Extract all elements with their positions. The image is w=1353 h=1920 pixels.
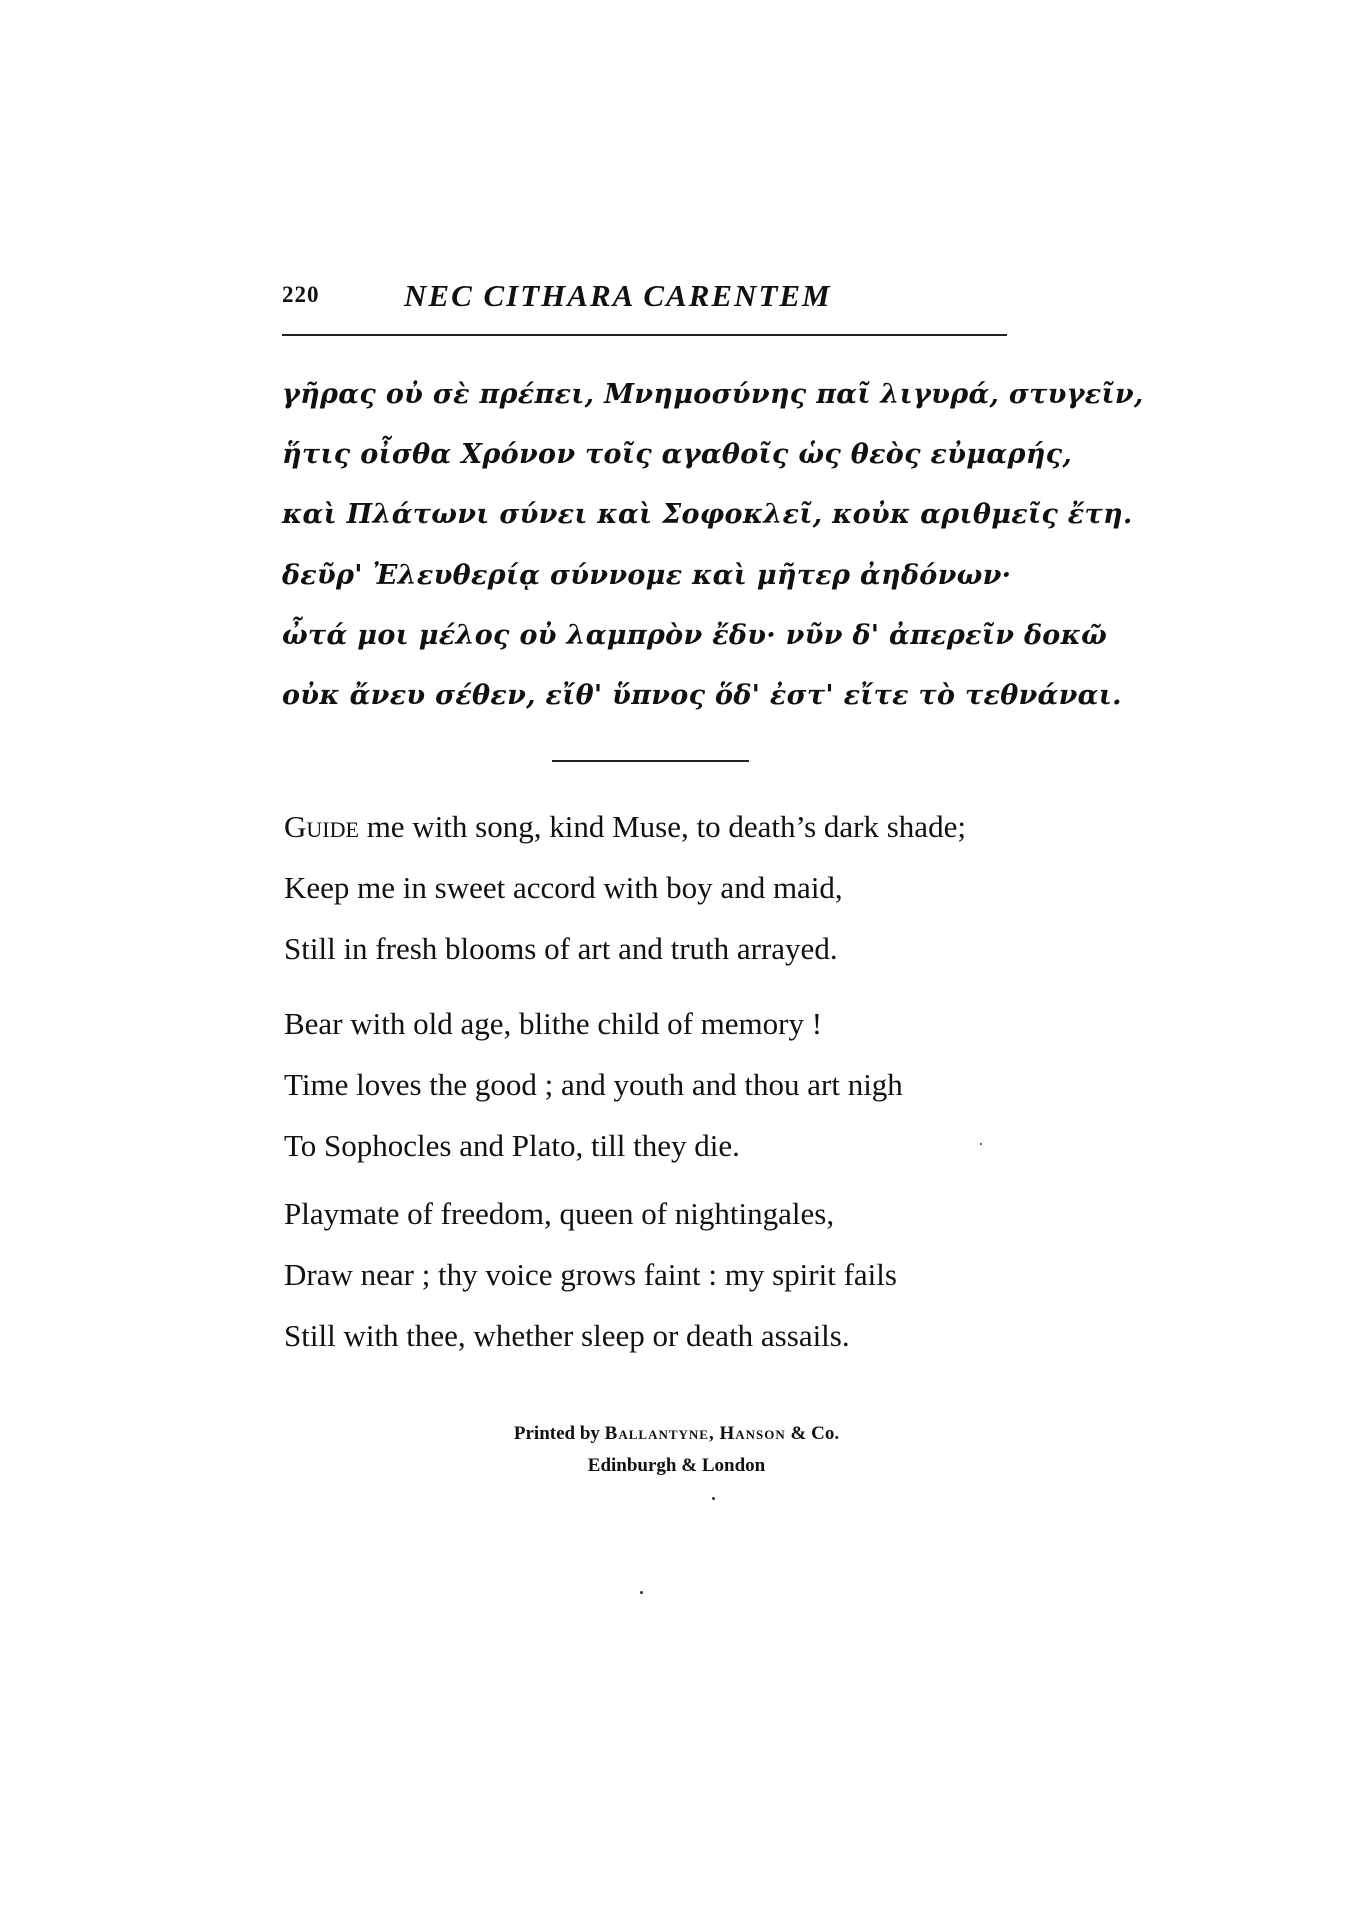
imprint-ampersand: & — [790, 1423, 807, 1444]
running-title: NEC CITHARA CARENTEM — [404, 278, 832, 313]
verse-line-rest: me with song, kind Muse, to death’s dark shade; — [358, 809, 966, 844]
verse-line: Time loves the good ; and youth and thou art nigh — [284, 1067, 903, 1102]
printer-imprint — [0, 1418, 1353, 1482]
greek-line: γῆρας οὐ σὲ πρέπει, Μνημοσύνης παῖ λιγυρά, στυγεῖν, — [282, 379, 1144, 410]
greek-line: ἥτις οἶσθα Χρόνον τοῖς αγαθοῖς ὡς θεὸς εὐμαρής, — [282, 439, 1073, 470]
imprint-printer-1: Ballantyne, — [604, 1423, 715, 1444]
verse-line: Still in fresh blooms of art and truth arrayed. — [284, 931, 838, 966]
verse-line: Draw near ; thy voice grows faint : my spirit fails — [284, 1257, 897, 1292]
print-speck — [980, 1143, 982, 1145]
print-speck — [712, 1497, 715, 1500]
imprint-line-2 — [0, 1450, 1353, 1482]
page-number: 220 — [282, 282, 320, 307]
english-stanza-1 — [284, 796, 1064, 979]
verse-line: Still with thee, whether sleep or death assails. — [284, 1318, 850, 1353]
imprint-printed-by: Printed by — [513, 1423, 600, 1444]
greek-line: οὐκ ἄνευ σέθεν, εἴθ' ὕπνος ὅδ' ἐστ' εἴτε τὸ τεθνάναι. — [282, 680, 1122, 711]
verse-line: Bear with old age, blithe child of memory ! — [284, 1006, 823, 1041]
greek-line: καὶ Πλάτωνι σύνει καὶ Σοφοκλεῖ, κοὐκ αριθμεῖς ἔτη. — [282, 499, 1133, 530]
imprint-city-1: Edinburgh — [587, 1455, 677, 1476]
english-stanza-3 — [284, 1183, 1064, 1366]
imprint-ampersand: & — [681, 1455, 698, 1476]
greek-line: ὦτά μοι μέλος οὐ λαμπρὸν ἔδυ· νῦν δ' ἀπερεῖν δοκῶ — [282, 620, 1108, 651]
english-stanza-2 — [284, 993, 1064, 1176]
opening-word: Guide — [284, 809, 359, 844]
section-separator-rule — [552, 760, 749, 762]
verse-line: Keep me in sweet accord with boy and maid, — [284, 870, 843, 905]
greek-line: δεῦρ' Ἐλευθερίᾳ σύννομε καὶ μῆτερ ἀηδόνων· — [282, 560, 1012, 591]
imprint-printer-2: Hanson — [719, 1423, 786, 1444]
running-head — [282, 278, 1007, 324]
greek-stanza-2 — [282, 546, 1122, 726]
print-speck — [640, 1591, 643, 1594]
imprint-company: Co. — [811, 1423, 840, 1444]
greek-stanza-1 — [282, 365, 1144, 545]
imprint-line-1 — [0, 1418, 1353, 1450]
imprint-city-2: London — [701, 1455, 766, 1476]
verse-line: To Sophocles and Plato, till they die. — [284, 1128, 740, 1163]
verse-line: Playmate of freedom, queen of nightingales, — [284, 1196, 835, 1231]
header-rule — [282, 334, 1007, 336]
verse-line — [284, 796, 1064, 857]
